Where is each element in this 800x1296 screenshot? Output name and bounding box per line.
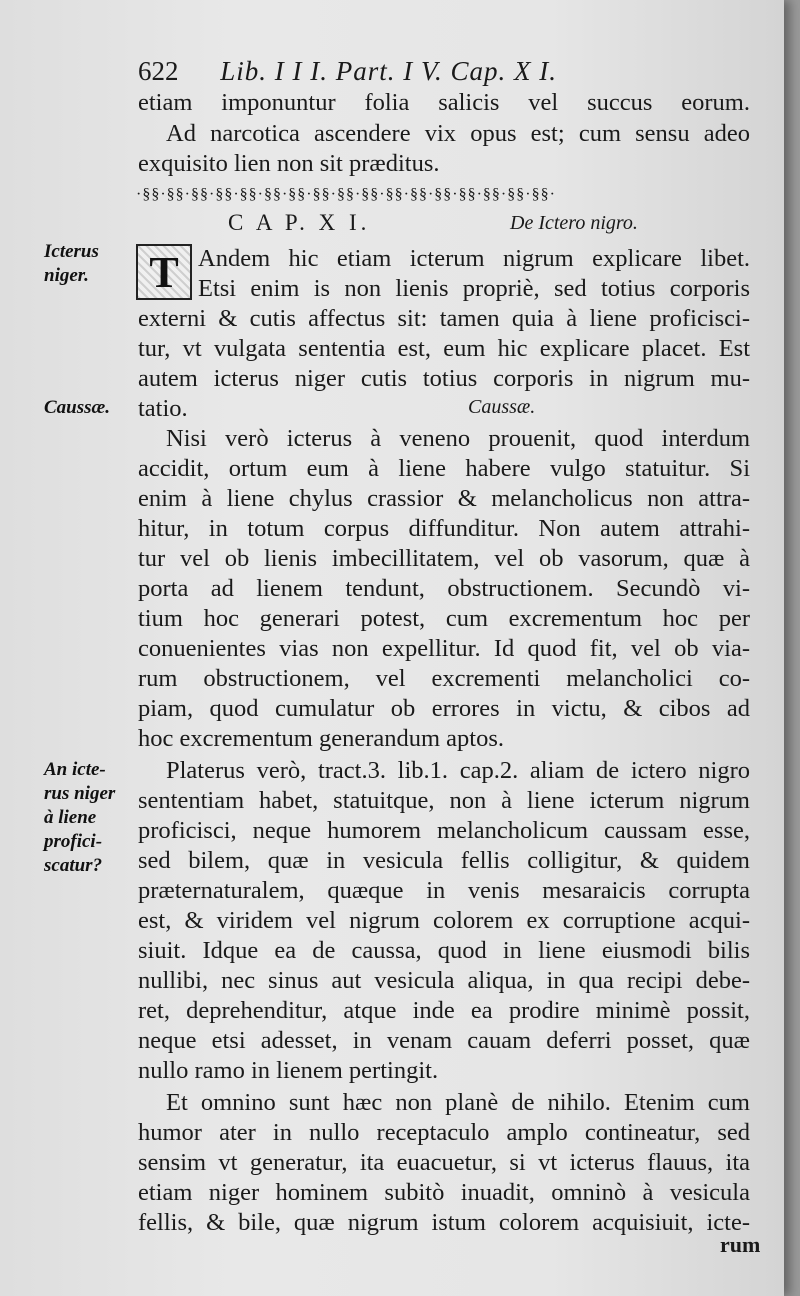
- text-line: etiam imponuntur folia salicis vel succus eorum.: [138, 89, 750, 116]
- margin-note-an-icterus: [44, 758, 115, 878]
- text-line: piam, quod cumulatur ob errores in victu, & cibos ad: [138, 695, 750, 722]
- text-line: Platerus verò, tract.3. lib.1. cap.2. aliam de ictero nigro: [166, 757, 750, 784]
- text-line: nullo ramo in lienem pertingit.: [138, 1057, 439, 1084]
- margin-note-line: An icte-: [44, 759, 106, 780]
- chapter-subtitle: De Ictero nigro.: [510, 212, 638, 234]
- margin-note-line: à liene: [44, 807, 97, 828]
- text-line: siuit. Idque ea de caussa, quod in liene eiusmodi bilis: [138, 937, 750, 964]
- text-line: sensim vt generatur, ita euacuetur, si vt icterus flauus, ita: [138, 1149, 750, 1176]
- text-line: nullibi, nec sinus aut vesicula aliqua, in qua recipi debe-: [138, 967, 750, 994]
- text-line: autem icterus niger cutis totius corporis in nigrum mu-: [138, 365, 750, 392]
- catchword: rum: [720, 1232, 761, 1257]
- text-line: Andem hic etiam icterum nigrum explicare libet.: [198, 245, 750, 272]
- text-line: præternaturalem, quæque in venis mesaraicis corrupta: [138, 877, 750, 904]
- margin-note-icterus-niger: [44, 240, 99, 288]
- text-line: ret, deprehenditur, atque inde ea prodire minimè possit,: [138, 997, 750, 1024]
- text-line: hoc excrementum generandum aptos.: [138, 725, 505, 752]
- margin-note-line: Icterus: [44, 241, 99, 262]
- margin-note-line: rus niger: [44, 783, 116, 804]
- text-line: Etsi enim is non lienis propriè, sed totius corporis: [198, 275, 750, 302]
- text-line: neque etsi adesset, in venam cauam deferri posset, quæ: [138, 1027, 750, 1054]
- chapter-title: C A P. X I.: [228, 210, 371, 235]
- text-line: exquisito lien non sit præditus.: [138, 150, 440, 177]
- text-line: hitur, in totum corpus diffunditur. Non autem attrahi-: [138, 515, 750, 542]
- text-line: est, & viridem vel nigrum colorem ex corruptione acqui-: [138, 907, 750, 934]
- margin-note-line: Caussæ.: [44, 397, 110, 418]
- running-title: Lib. I I I. Part. I V. Cap. X I.: [220, 56, 557, 86]
- text-line: rum obstructionem, vel excrementi melancholici co-: [138, 665, 750, 692]
- text-line: humor ater in nullo receptaculo amplo contineatur, sed: [138, 1119, 750, 1146]
- margin-note-line: profici-: [44, 831, 103, 852]
- text-line: tur, vt vulgata sententia est, eum hic explicare placet. Est: [138, 335, 750, 362]
- ornamental-rule: ·§§·§§·§§·§§·§§·§§·§§·§§·§§·§§·§§·§§·§§·§§·§§·§§·§§·: [136, 186, 556, 203]
- margin-note-line: niger.: [44, 265, 89, 286]
- text-line: enim à liene chylus crassior & melancholicus non attra-: [138, 485, 750, 512]
- margin-note-caussae: [44, 396, 110, 420]
- text-line: Et omnino sunt hæc non planè de nihilo. Etenim cum: [166, 1089, 750, 1116]
- text-line: sed bilem, quæ in vesicula fellis colligitur, & quidem: [138, 847, 750, 874]
- text-line: conuenientes vias non expellitur. Id quod fit, vel ob via-: [138, 635, 750, 662]
- text-line: etiam niger hominem subitò inuadit, omninò à vesicula: [138, 1179, 750, 1206]
- text-line: externi & cutis affectus sit: tamen quia à liene proficisci-: [138, 305, 750, 332]
- page-number: 622: [138, 56, 179, 86]
- text-line: porta ad lienem tendunt, obstructionem. Secundò vi-: [138, 575, 750, 602]
- text-line: Ad narcotica ascendere vix opus est; cum sensu adeo: [166, 120, 750, 147]
- text-line: tatio.: [138, 395, 188, 422]
- text-line: sententiam habet, statuitque, non à liene icterum nigrum: [138, 787, 750, 814]
- drop-capital: T: [136, 244, 192, 300]
- section-subheading: Caussæ.: [468, 396, 536, 418]
- running-header: [138, 56, 557, 87]
- text-line: tium hoc generari potest, cum excrementum hoc per: [138, 605, 750, 632]
- text-line: fellis, & bile, quæ nigrum istum colorem acquisiuit, icte-: [138, 1209, 750, 1236]
- text-line: accidit, ortum eum à liene habere vulgo statuitur. Si: [138, 455, 750, 482]
- margin-note-line: scatur?: [44, 855, 103, 876]
- text-line: Nisi verò icterus à veneno prouenit, quod interdum: [166, 425, 750, 452]
- text-line: tur vel ob lienis imbecillitatem, vel ob vasorum, quæ à: [138, 545, 750, 572]
- text-line: proficisci, neque humorem melancholicum caussam esse,: [138, 817, 750, 844]
